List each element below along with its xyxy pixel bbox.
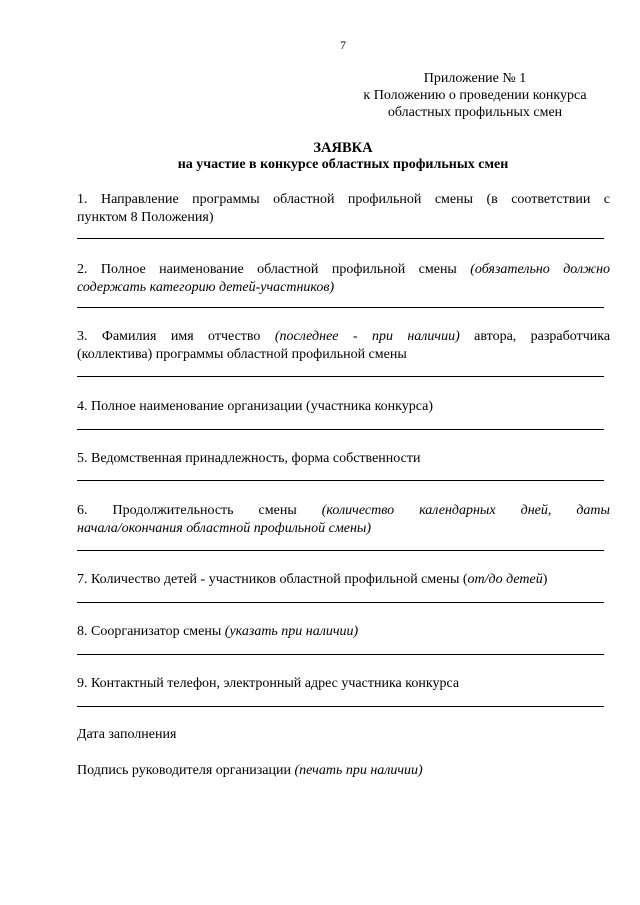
date-label: Дата заполнения <box>77 727 177 742</box>
item-number: 1. <box>77 192 88 207</box>
item-5-line-1 <box>77 450 610 468</box>
item-3-line-2: (коллектива) программы областной профильной смены <box>77 347 407 362</box>
item-number: 4. <box>77 399 88 414</box>
signature-text: Подпись руководителя организации <box>77 763 291 778</box>
item-1-text: Направление программы областной профильной смены (в соответствии с <box>100 192 611 207</box>
form-item-5 <box>77 450 610 468</box>
form-item-7 <box>77 571 610 589</box>
item-2-line-2 <box>77 279 610 297</box>
item-6-text: Продолжительность смены <box>112 503 297 518</box>
signature-note: (печать при наличии) <box>294 763 423 778</box>
item-6-note-cont: начала/окончания областной профильной смены) <box>77 521 372 536</box>
item-4-text: Полное наименование организации (участника конкурса) <box>91 399 434 414</box>
form-item-1 <box>77 191 610 227</box>
appendix-header <box>340 70 610 121</box>
item-3-note: (последнее - при наличии) <box>274 329 460 344</box>
item-number: 2. <box>77 262 88 277</box>
item-number: 5. <box>77 451 88 466</box>
item-6-note: (количество календарных дней, даты <box>321 503 611 518</box>
answer-line-4[interactable] <box>77 429 604 430</box>
item-3-text-2: автора, разработчика <box>474 329 611 344</box>
item-7-text-end: ) <box>542 572 548 587</box>
answer-line-6[interactable] <box>77 550 604 551</box>
item-9-line-1 <box>77 675 610 693</box>
item-7-text: Количество детей - участников областной профильной смены ( <box>91 572 468 587</box>
form-item-4 <box>77 398 610 416</box>
item-number: 7. <box>77 572 88 587</box>
item-2-note-cont: содержать категорию детей-участников) <box>77 280 335 295</box>
item-1-line-1 <box>77 191 610 209</box>
item-6-line-1 <box>77 502 610 520</box>
form-item-2 <box>77 261 610 297</box>
appendix-line-2: к Положению о проведении конкурса <box>363 88 587 103</box>
answer-line-9[interactable] <box>77 706 604 707</box>
item-6-line-2 <box>77 520 610 538</box>
answer-line-1[interactable] <box>77 238 604 239</box>
form-item-8 <box>77 623 610 641</box>
item-2-text: Полное наименование областной профильной смены <box>100 262 457 277</box>
item-4-line-1 <box>77 398 610 416</box>
signature-label <box>77 762 423 780</box>
item-number: 9. <box>77 676 88 691</box>
item-number: 6. <box>77 503 88 518</box>
item-8-line-1 <box>77 623 610 641</box>
answer-line-8[interactable] <box>77 654 604 655</box>
item-number: 3. <box>77 329 88 344</box>
form-item-3 <box>77 328 610 364</box>
answer-line-7[interactable] <box>77 602 604 603</box>
item-2-line-1 <box>77 261 610 279</box>
document-subtitle: на участие в конкурсе областных профильных смен <box>177 157 509 172</box>
answer-line-2[interactable] <box>77 307 604 308</box>
item-3-text: Фамилия имя отчество <box>101 329 261 344</box>
item-7-note: от/до детей <box>467 572 543 587</box>
form-item-9 <box>77 675 610 693</box>
answer-line-5[interactable] <box>77 480 604 481</box>
item-1-line-2: пунктом 8 Положения) <box>77 210 214 225</box>
item-3-line-1 <box>77 328 610 346</box>
item-8-text: Соорганизатор смены <box>91 624 222 639</box>
appendix-line-3: областных профильных смен <box>387 105 563 120</box>
page-number: 7 <box>340 38 346 52</box>
form-item-6 <box>77 502 610 538</box>
appendix-line-1: Приложение № 1 <box>423 71 527 86</box>
item-2-note: (обязательно должно <box>470 262 611 277</box>
item-9-text: Контактный телефон, электронный адрес участника конкурса <box>91 676 460 691</box>
item-7-line-1 <box>77 571 610 589</box>
answer-line-3[interactable] <box>77 376 604 377</box>
item-8-note: (указать при наличии) <box>224 624 359 639</box>
document-title: ЗАЯВКА <box>313 140 373 156</box>
item-number: 8. <box>77 624 88 639</box>
item-5-text: Ведомственная принадлежность, форма собственности <box>91 451 421 466</box>
